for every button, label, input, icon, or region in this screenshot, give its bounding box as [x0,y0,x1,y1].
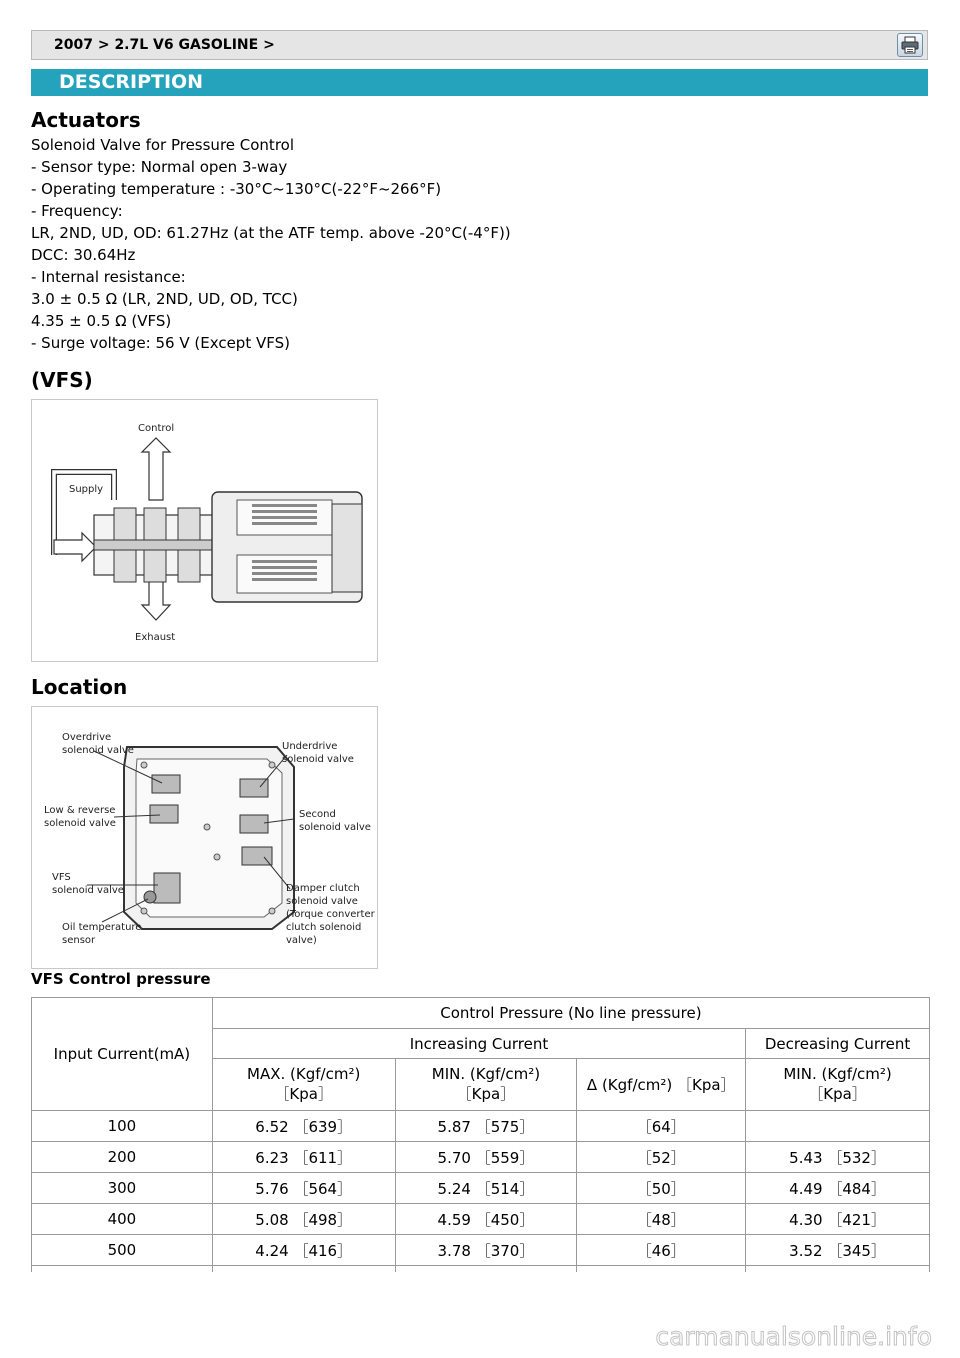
table-row-partial [32,1266,930,1272]
section-title: DESCRIPTION [59,71,204,93]
watermark [640,1318,940,1354]
heading-location: Location [31,675,128,699]
label-overdrive-2: solenoid valve [62,745,134,756]
cell-min: 4.59 ［450］ [395,1204,577,1235]
cell-dec-min: 4.30 ［421］ [746,1204,930,1235]
cell-min: 5.24 ［514］ [395,1173,577,1204]
label-underdrive-2: solenoid valve [282,754,354,765]
header-dec-min-unit: ［Kpa］ [808,1085,867,1103]
cell-min: 5.70 ［559］ [395,1142,577,1173]
cell-empty [746,1266,930,1272]
cell-max: 5.08 ［498］ [212,1204,395,1235]
breadcrumb[interactable]: 2007 > 2.7L V6 GASOLINE > [54,37,275,53]
cell-delta: ［48］ [577,1204,746,1235]
vfs-control-pressure-table [31,997,930,1272]
cell-delta: ［64］ [577,1111,746,1142]
spec-line: 3.0 ± 0.5 Ω (LR, 2ND, UD, OD, TCC) [31,290,298,308]
heading-actuators: Actuators [31,108,141,132]
label-damper-2: solenoid valve [286,896,358,907]
breadcrumb-bar [31,30,928,60]
label-control: Control [138,423,175,434]
label-oil-temp-1: Oil temperature [62,922,142,933]
spec-line: - Surge voltage: 56 V (Except VFS) [31,334,290,352]
label-damper-5: valve) [286,935,317,946]
vfs-diagram [31,399,378,662]
header-delta: Δ (Kgf/cm²) ［Kpa］ [577,1059,746,1111]
header-dec-min-label: MIN. (Kgf/cm²) [783,1065,892,1083]
spec-line: - Sensor type: Normal open 3-way [31,158,288,176]
cell-delta: ［52］ [577,1142,746,1173]
section-banner [31,69,928,96]
table-row [32,1173,930,1204]
cell-max: 6.23 ［611］ [212,1142,395,1173]
cell-dec-min: 5.43 ［532］ [746,1142,930,1173]
header-decreasing-current: Decreasing Current [746,1029,930,1059]
cell-current: 300 [32,1173,213,1204]
table-row [32,1142,930,1173]
header-max-label: MAX. (Kgf/cm²) [247,1065,361,1083]
label-damper-1: Damper clutch [286,883,360,894]
label-vfs-2: solenoid valve [52,885,124,896]
spec-line: - Frequency: [31,202,123,220]
cell-current: 200 [32,1142,213,1173]
label-underdrive-1: Underdrive [282,741,338,752]
header-max-unit: ［Kpa］ [274,1085,333,1103]
cell-min: 5.87 ［575］ [395,1111,577,1142]
label-low-reverse-2: solenoid valve [44,818,116,829]
table-row [32,1235,930,1266]
cell-delta: ［46］ [577,1235,746,1266]
watermark-text: carmanualsonline.info [655,1322,932,1351]
cell-empty [32,1266,213,1272]
spec-line: DCC: 30.64Hz [31,246,136,264]
vfs-valve-illustration [32,400,377,661]
header-input-current: Input Current(mA) [32,998,213,1111]
header-dec-min [746,1059,930,1111]
header-min [395,1059,577,1111]
valve-body-location-illustration [32,707,377,968]
label-damper-4: clutch solenoid [286,922,362,933]
table-row [32,1111,930,1142]
spec-line: 4.35 ± 0.5 Ω (VFS) [31,312,172,330]
cell-empty [395,1266,577,1272]
header-min-unit: ［Kpa］ [456,1085,516,1103]
label-oil-temp-2: sensor [62,935,96,946]
actuator-spec-list [31,134,511,354]
label-supply: Supply [69,484,104,495]
label-second-1: Second [299,809,336,820]
cell-min: 3.78 ［370］ [395,1235,577,1266]
table-caption: VFS Control pressure [31,970,211,988]
spec-line: Solenoid Valve for Pressure Control [31,136,294,154]
cell-max: 4.24 ［416］ [212,1235,395,1266]
label-overdrive-1: Overdrive [62,732,112,743]
cell-max: 5.76 ［564］ [212,1173,395,1204]
printer-icon [898,34,922,56]
label-low-reverse-1: Low & reverse [44,805,116,816]
cell-current: 100 [32,1111,213,1142]
cell-empty [212,1266,395,1272]
cell-empty [577,1266,746,1272]
spec-line: LR, 2ND, UD, OD: 61.27Hz (at the ATF temp. above -20°C(-4°F)) [31,224,511,242]
cell-delta: ［50］ [577,1173,746,1204]
spec-line: - Operating temperature : -30°C~130°C(-22°F~266°F) [31,180,442,198]
cell-dec-min [746,1111,930,1142]
label-vfs-1: VFS [52,872,71,883]
label-second-2: solenoid valve [299,822,371,833]
header-control-pressure: Control Pressure (No line pressure) [212,998,929,1029]
label-exhaust: Exhaust [135,632,176,643]
cell-current: 500 [32,1235,213,1266]
header-min-label: MIN. (Kgf/cm²) [431,1065,541,1083]
table-row [32,1204,930,1235]
header-max [212,1059,395,1111]
header-increasing-current: Increasing Current [212,1029,745,1059]
label-damper-3: (Torque converter [286,909,375,920]
cell-dec-min: 4.49 ［484］ [746,1173,930,1204]
print-button[interactable] [897,33,923,57]
spec-line: - Internal resistance: [31,268,186,286]
cell-current: 400 [32,1204,213,1235]
cell-dec-min: 3.52 ［345］ [746,1235,930,1266]
heading-vfs: (VFS) [31,368,93,392]
cell-max: 6.52 ［639］ [212,1111,395,1142]
location-diagram [31,706,378,969]
